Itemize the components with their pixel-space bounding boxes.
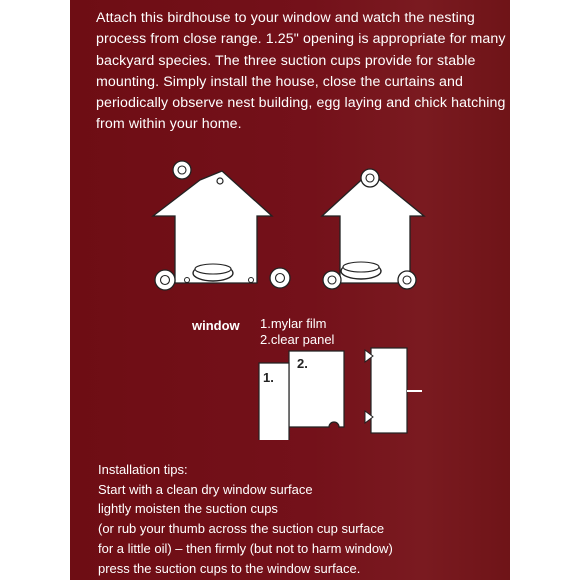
hanging-hole — [217, 178, 223, 184]
birdhouse-side-view — [365, 348, 422, 433]
birdhouse-right — [322, 169, 424, 289]
suction-cup — [270, 268, 290, 288]
tip-line: lightly moisten the suction cups — [98, 501, 278, 517]
installation-tips — [98, 460, 503, 578]
panel-number: 2. — [297, 356, 308, 371]
mylar-film-label: 1.mylar film — [260, 316, 327, 331]
suction-cup — [323, 271, 341, 289]
tip-line: (or rub your thumb across the suction cup surface — [98, 521, 385, 537]
installation-diagram — [70, 150, 510, 440]
tip-line: Start with a clean dry window surface — [98, 481, 313, 497]
birdhouse-left — [153, 161, 290, 290]
film-number: 1. — [263, 370, 274, 385]
mylar-film — [259, 363, 289, 440]
suction-cup — [398, 271, 416, 289]
window-label: window — [192, 318, 240, 333]
product-info-panel — [70, 0, 510, 580]
tip-line: press the suction cups to the window surface. — [98, 560, 361, 576]
tip-line: for a little oil) – then firmly (but not to harm window) — [98, 540, 393, 556]
suction-cup — [155, 270, 175, 290]
clear-panel-label: 2.clear panel — [260, 332, 335, 347]
clear-panel — [289, 351, 344, 427]
tips-title: Installation tips: — [98, 462, 188, 477]
suction-cup — [361, 169, 379, 187]
product-description: Attach this birdhouse to your window and watch the nesting process from close range. 1.25" opening is appropriate for many backyard species. The three suction cups provide for stable mounting. Simply install the house, close the curtains and periodically observe nest building, egg laying and chick hatching from within your home. — [96, 10, 506, 133]
suction-cup — [173, 161, 191, 179]
